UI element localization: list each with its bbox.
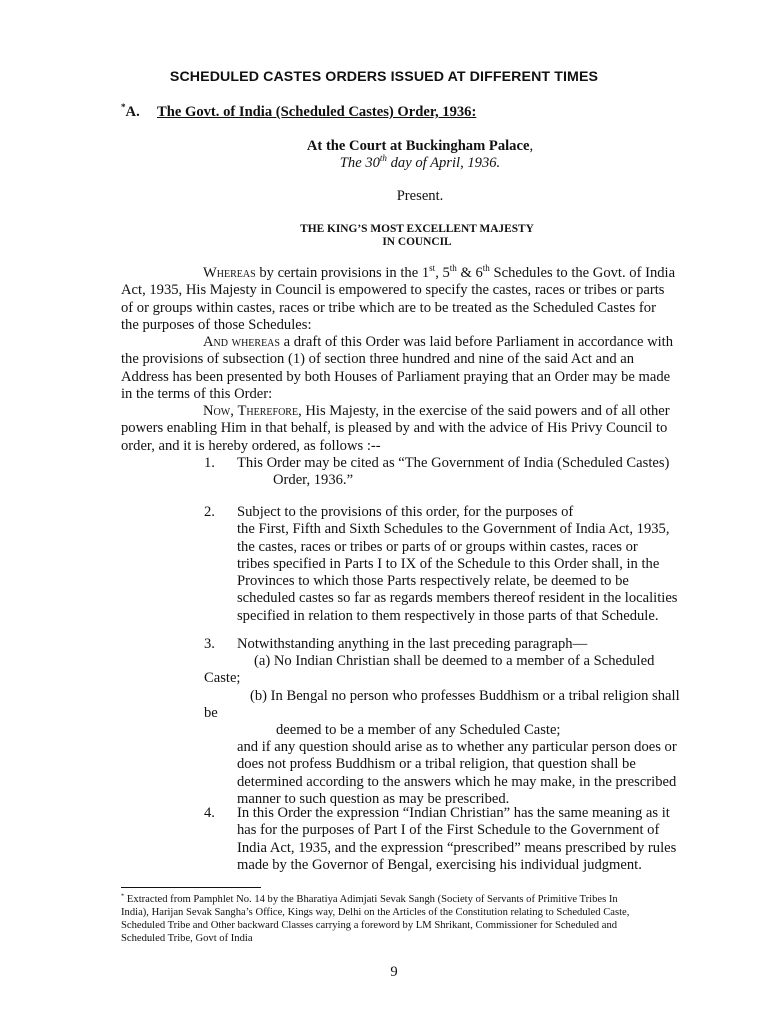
court-location: At the Court at Buckingham Palace, <box>306 138 534 154</box>
footnote-marker: * <box>121 102 126 113</box>
clause-3a: (a) No Indian Christian shall be deemed to a member of a Scheduled <box>254 653 655 669</box>
present-label: Present. <box>396 188 444 204</box>
footnote-divider <box>121 887 261 888</box>
clause-3b-cont: be <box>204 705 218 721</box>
clause-2: Subject to the provisions of this order, for the purposes of the First, Fifth and Sixth Schedules to the Government of India Act, 1935, the castes, races or tribes or parts of or groups within castes, races or tribes specified in Parts I to IX of the Schedule to this Order shall, in the Provinces to which those Parts respectively relate, be deemed to be scheduled castes so far as regards members thereof resident in the localities specified in relation to them respectively in those parts of that Schedule. <box>237 504 678 624</box>
clause-3a-cont: Caste; <box>204 670 241 686</box>
king-in-council: THE KING’S MOST EXCELLENT MAJESTY IN COUNCIL <box>300 223 534 248</box>
item-number: 2. <box>204 504 215 520</box>
court-date: The 30th day of April, 1936. <box>339 153 501 171</box>
clause-3-intro: Notwithstanding anything in the last preceding paragraph— <box>237 636 588 652</box>
order-title: The Govt. of India (Scheduled Castes) Order, 1936: <box>157 104 477 120</box>
whereas-paragraph: Whereas by certain provisions in the 1st, 5th & 6th Schedules to the Govt. of India Act, 1935, His Majesty in Council is empowered to specify the castes, races or tribes or parts of or groups within castes, races or tribe which are to be treated as the Scheduled Castes for the purposes of those Schedules: <box>121 263 676 333</box>
page-number: 9 <box>390 964 398 980</box>
section-marker: *A. <box>121 102 140 120</box>
item-number: 4. <box>204 805 215 821</box>
item-number: 1. <box>204 455 215 471</box>
clause-4: In this Order the expression “Indian Christian” has the same meaning as it has for the purposes of Part I of the First Schedule to the Government of India Act, 1935, and the expression “prescribed” means prescribed by rules made by the Governor of Bengal, exercising his individual judgment. <box>237 805 677 873</box>
item-number: 3. <box>204 636 215 652</box>
and-whereas-paragraph: And whereas a draft of this Order was laid before Parliament in accordance with the provisions of subsection (1) of section three hundred and nine of the said Act and an Address has been presented by both Houses of Parliament praying that an Order may be made in the terms of this Order: <box>121 334 674 402</box>
now-therefore-paragraph: Now, Therefore, His Majesty, in the exercise of the said powers and of all other powers enabling Him in that behalf, is pleased by and with the advice of His Privy Council to order, and it is hereby ordered, as follows :-- <box>121 403 670 454</box>
clause-3b: (b) In Bengal no person who professes Buddhism or a tribal religion shall <box>250 688 680 704</box>
footnote: * Extracted from Pamphlet No. 14 by the Bharatiya Adimjati Sevak Sangh (Society of Servants of Primitive Tribes In India), Harijan Sevak Sangha’s Office, Kings way, Delhi on the Articles of the Constitution relating to Scheduled Caste, Scheduled Tribe and Other backward Classes carrying a foreword by LM Shrikant, Commissioner for Scheduled and Scheduled Tribe, Govt of India <box>121 892 630 944</box>
clause-3-proviso: and if any question should arise as to whether any particular person does or does not profess Buddhism or a tribal religion, that question shall be determined according to the answers which he may make, in the prescribed manner to such question as may be prescribed. <box>237 739 677 807</box>
clause-1: This Order may be cited as “The Government of India (Scheduled Castes) Order, 1936.” <box>237 455 670 489</box>
section-heading <box>121 104 476 121</box>
clause-3b-cont: deemed to be a member of any Scheduled Caste; <box>276 722 561 738</box>
page-title: SCHEDULED CASTES ORDERS ISSUED AT DIFFERENT TIMES <box>169 69 599 85</box>
